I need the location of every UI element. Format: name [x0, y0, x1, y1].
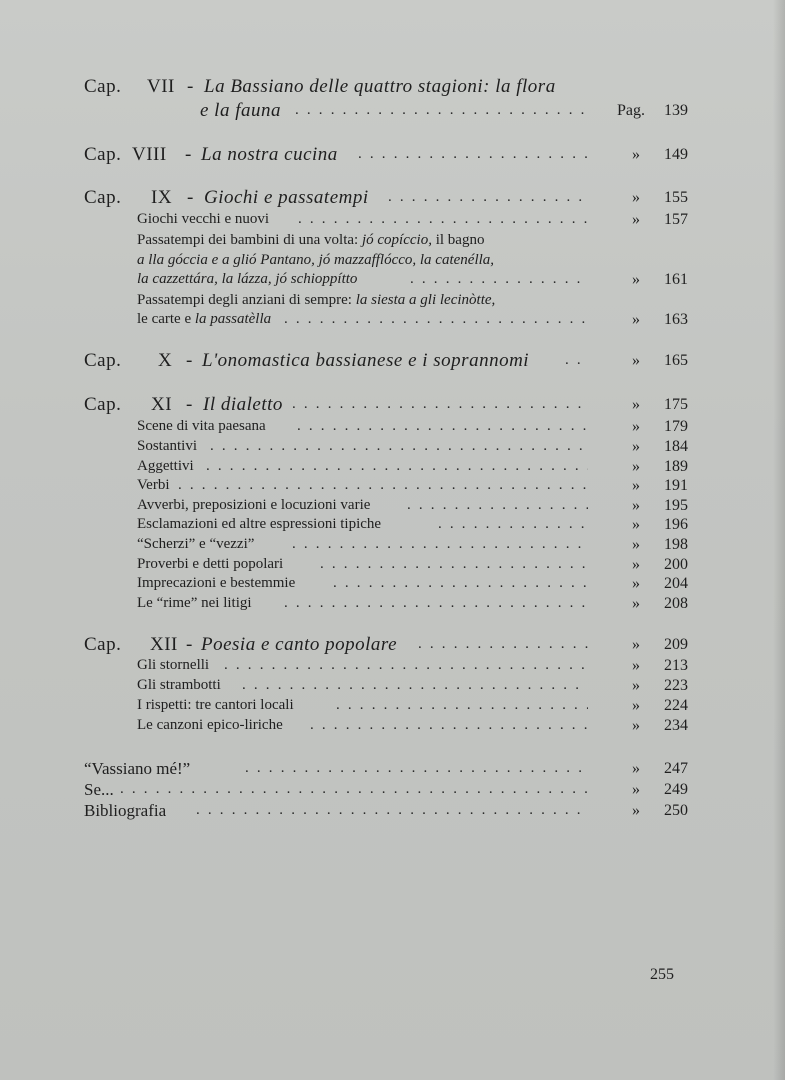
toc-back-matter	[0, 759, 785, 781]
section-title: Imprecazioni e bestemmie	[137, 575, 296, 591]
chapter-separator: -	[185, 144, 192, 165]
section-title-text: il bagno	[431, 232, 485, 248]
section-title: Verbi	[137, 477, 170, 493]
page-number: 163	[664, 311, 688, 328]
chapter-number: IX	[151, 187, 173, 208]
toc-chapter-10	[0, 350, 785, 372]
page-mark: »	[632, 352, 640, 369]
section-title: Le “rime” nei litigi	[137, 595, 252, 611]
page-number: 200	[664, 556, 688, 573]
leader-dots	[565, 352, 588, 369]
leader-dots	[245, 760, 588, 777]
section-title: Scene di vita paesana	[137, 418, 266, 434]
chapter-label: Cap.	[84, 76, 122, 97]
chapter-number: XI	[151, 394, 173, 415]
leader-dots	[297, 418, 588, 435]
toc-section	[0, 717, 785, 739]
chapter-title: L'onomastica bassianese e i soprannomi	[202, 350, 530, 371]
chapter-number: X	[158, 350, 173, 371]
chapter-number: XII	[150, 634, 178, 655]
toc-section-multiline	[0, 232, 785, 254]
page-mark: »	[632, 146, 640, 163]
leader-dots	[418, 636, 588, 653]
section-title: Gli strambotti	[137, 677, 221, 693]
chapter-label: Cap.	[84, 350, 122, 371]
section-title: Proverbi e detti popolari	[137, 556, 284, 572]
chapter-title: La Bassiano delle quattro stagioni: la flora	[204, 76, 556, 97]
leader-dots	[320, 556, 588, 573]
toc-section-multiline-line2	[0, 311, 785, 333]
page-mark: »	[632, 536, 640, 553]
page-mark: »	[632, 418, 640, 435]
chapter-separator: -	[186, 394, 193, 415]
page-mark: »	[632, 760, 640, 777]
page-mark: Pag.	[617, 102, 645, 119]
section-title-text: Passatempi degli anziani di sempre:	[137, 292, 356, 308]
section-title-italic: jó copíccio,	[361, 232, 432, 248]
chapter-label: Cap.	[84, 187, 122, 208]
leader-dots	[292, 396, 588, 413]
leader-dots	[284, 311, 588, 328]
page-number: 189	[664, 458, 688, 475]
chapter-separator: -	[186, 350, 193, 371]
page-number: 249	[664, 781, 688, 798]
page-mark: »	[632, 211, 640, 228]
section-title: Esclamazioni ed altre espressioni tipiche	[137, 516, 382, 532]
toc-chapter-12	[0, 634, 785, 656]
page-number: 184	[664, 438, 688, 455]
page-number: 157	[664, 211, 688, 228]
section-title: Gli stornelli	[137, 657, 210, 673]
page-number: 247	[664, 760, 688, 777]
toc-section	[0, 697, 785, 719]
section-title-line2	[137, 311, 271, 328]
chapter-title: Poesia e canto popolare	[201, 634, 398, 655]
leader-dots	[295, 102, 588, 119]
page-number: 155	[664, 189, 688, 206]
chapter-label: Cap.	[84, 144, 122, 165]
toc-chapter-11	[0, 394, 785, 416]
leader-dots	[206, 458, 588, 475]
page-mark: »	[632, 802, 640, 819]
leader-dots	[224, 657, 588, 674]
toc-section	[0, 536, 785, 558]
toc-back-matter	[0, 780, 785, 802]
chapter-number: VIII	[132, 144, 167, 165]
page-number: 149	[664, 146, 688, 163]
page-mark: »	[632, 636, 640, 653]
page-mark: »	[632, 516, 640, 533]
toc-section	[0, 516, 785, 538]
back-matter-title: “Vassiano mé!”	[84, 759, 191, 778]
toc-section	[0, 418, 785, 440]
toc-section-multiline-line3	[0, 271, 785, 293]
page-number: 204	[664, 575, 688, 592]
page-mark: »	[632, 595, 640, 612]
leader-dots	[292, 536, 588, 553]
chapter-separator: -	[187, 187, 194, 208]
page-mark: »	[632, 438, 640, 455]
toc-section	[0, 657, 785, 679]
section-title-line2: a lla góccia e a glió Pantano, jó mazzafflócco, la catenélla,	[137, 252, 495, 268]
page-mark: »	[632, 477, 640, 494]
toc-section	[0, 595, 785, 617]
section-title: I rispetti: tre cantori locali	[137, 697, 294, 713]
section-title: Avverbi, preposizioni e locuzioni varie	[137, 497, 371, 513]
page-number: 224	[664, 697, 688, 714]
page-mark: »	[632, 657, 640, 674]
chapter-title-continued: e la fauna	[200, 100, 281, 121]
page-number: 250	[664, 802, 688, 819]
page-number: 234	[664, 717, 688, 734]
page-mark: »	[632, 396, 640, 413]
section-title: Sostantivi	[137, 438, 198, 454]
chapter-separator: -	[187, 76, 194, 97]
page-folio-number: 255	[650, 966, 674, 983]
page-number: 195	[664, 497, 688, 514]
chapter-separator: -	[186, 634, 193, 655]
section-title-line3: la cazzettára, la lázza, jó schioppítto	[137, 271, 358, 287]
page-number: 209	[664, 636, 688, 653]
section-title-line1	[137, 232, 484, 249]
toc-chapter-7-line2	[0, 100, 785, 122]
chapter-title: Giochi e passatempi	[204, 187, 369, 208]
page-number: 198	[664, 536, 688, 553]
back-matter-title: Se...	[84, 780, 114, 799]
page-number: 223	[664, 677, 688, 694]
chapter-number: VII	[147, 76, 175, 97]
chapter-title: La nostra cucina	[201, 144, 338, 165]
section-title-text: le carte e	[137, 311, 195, 327]
leader-dots	[242, 677, 588, 694]
leader-dots	[298, 211, 588, 228]
leader-dots	[388, 189, 588, 206]
page-number: 161	[664, 271, 688, 288]
toc-chapter-7	[0, 76, 785, 98]
leader-dots	[196, 802, 588, 819]
toc-section	[0, 575, 785, 597]
page-mark: »	[632, 677, 640, 694]
page-mark: »	[632, 458, 640, 475]
leader-dots	[310, 717, 588, 734]
section-title: Le canzoni epico-liriche	[137, 717, 283, 733]
section-title-italic: la siesta a gli lecinòtte,	[355, 292, 496, 308]
section-title: Aggettivi	[137, 458, 194, 474]
page-mark: »	[632, 311, 640, 328]
page-number: 139	[664, 102, 688, 119]
page-mark: »	[632, 556, 640, 573]
page-number: 213	[664, 657, 688, 674]
chapter-title: Il dialetto	[203, 394, 283, 415]
chapter-label: Cap.	[84, 394, 122, 415]
page-mark: »	[632, 575, 640, 592]
toc-section	[0, 677, 785, 699]
leader-dots	[358, 146, 588, 163]
page-mark: »	[632, 271, 640, 288]
page-number: 165	[664, 352, 688, 369]
page-number: 175	[664, 396, 688, 413]
leader-dots	[438, 516, 588, 533]
section-title: “Scherzi” e “vezzi”	[137, 536, 255, 552]
section-title-line1	[137, 292, 495, 309]
toc-back-matter	[0, 801, 785, 823]
toc-section	[0, 211, 785, 233]
page-mark: »	[632, 717, 640, 734]
leader-dots	[410, 271, 588, 288]
section-title-text: Passatempi dei bambini di una volta:	[137, 232, 362, 248]
page-number: 196	[664, 516, 688, 533]
back-matter-title: Bibliografia	[84, 801, 167, 820]
page-mark: »	[632, 497, 640, 514]
leader-dots	[210, 438, 588, 455]
section-title: Giochi vecchi e nuovi	[137, 211, 270, 227]
leader-dots	[333, 575, 588, 592]
leader-dots	[120, 781, 588, 798]
page-mark: »	[632, 781, 640, 798]
section-title-italic: la passatèlla	[194, 311, 272, 327]
leader-dots	[407, 497, 588, 514]
toc-chapter-9	[0, 187, 785, 209]
leader-dots	[284, 595, 588, 612]
toc-section	[0, 477, 785, 499]
toc-section	[0, 438, 785, 460]
page-number: 191	[664, 477, 688, 494]
leader-dots	[336, 697, 588, 714]
toc-chapter-8	[0, 144, 785, 166]
leader-dots	[178, 477, 588, 494]
page-mark: »	[632, 189, 640, 206]
chapter-label: Cap.	[84, 634, 122, 655]
page-number: 208	[664, 595, 688, 612]
page-mark: »	[632, 697, 640, 714]
page-number: 179	[664, 418, 688, 435]
